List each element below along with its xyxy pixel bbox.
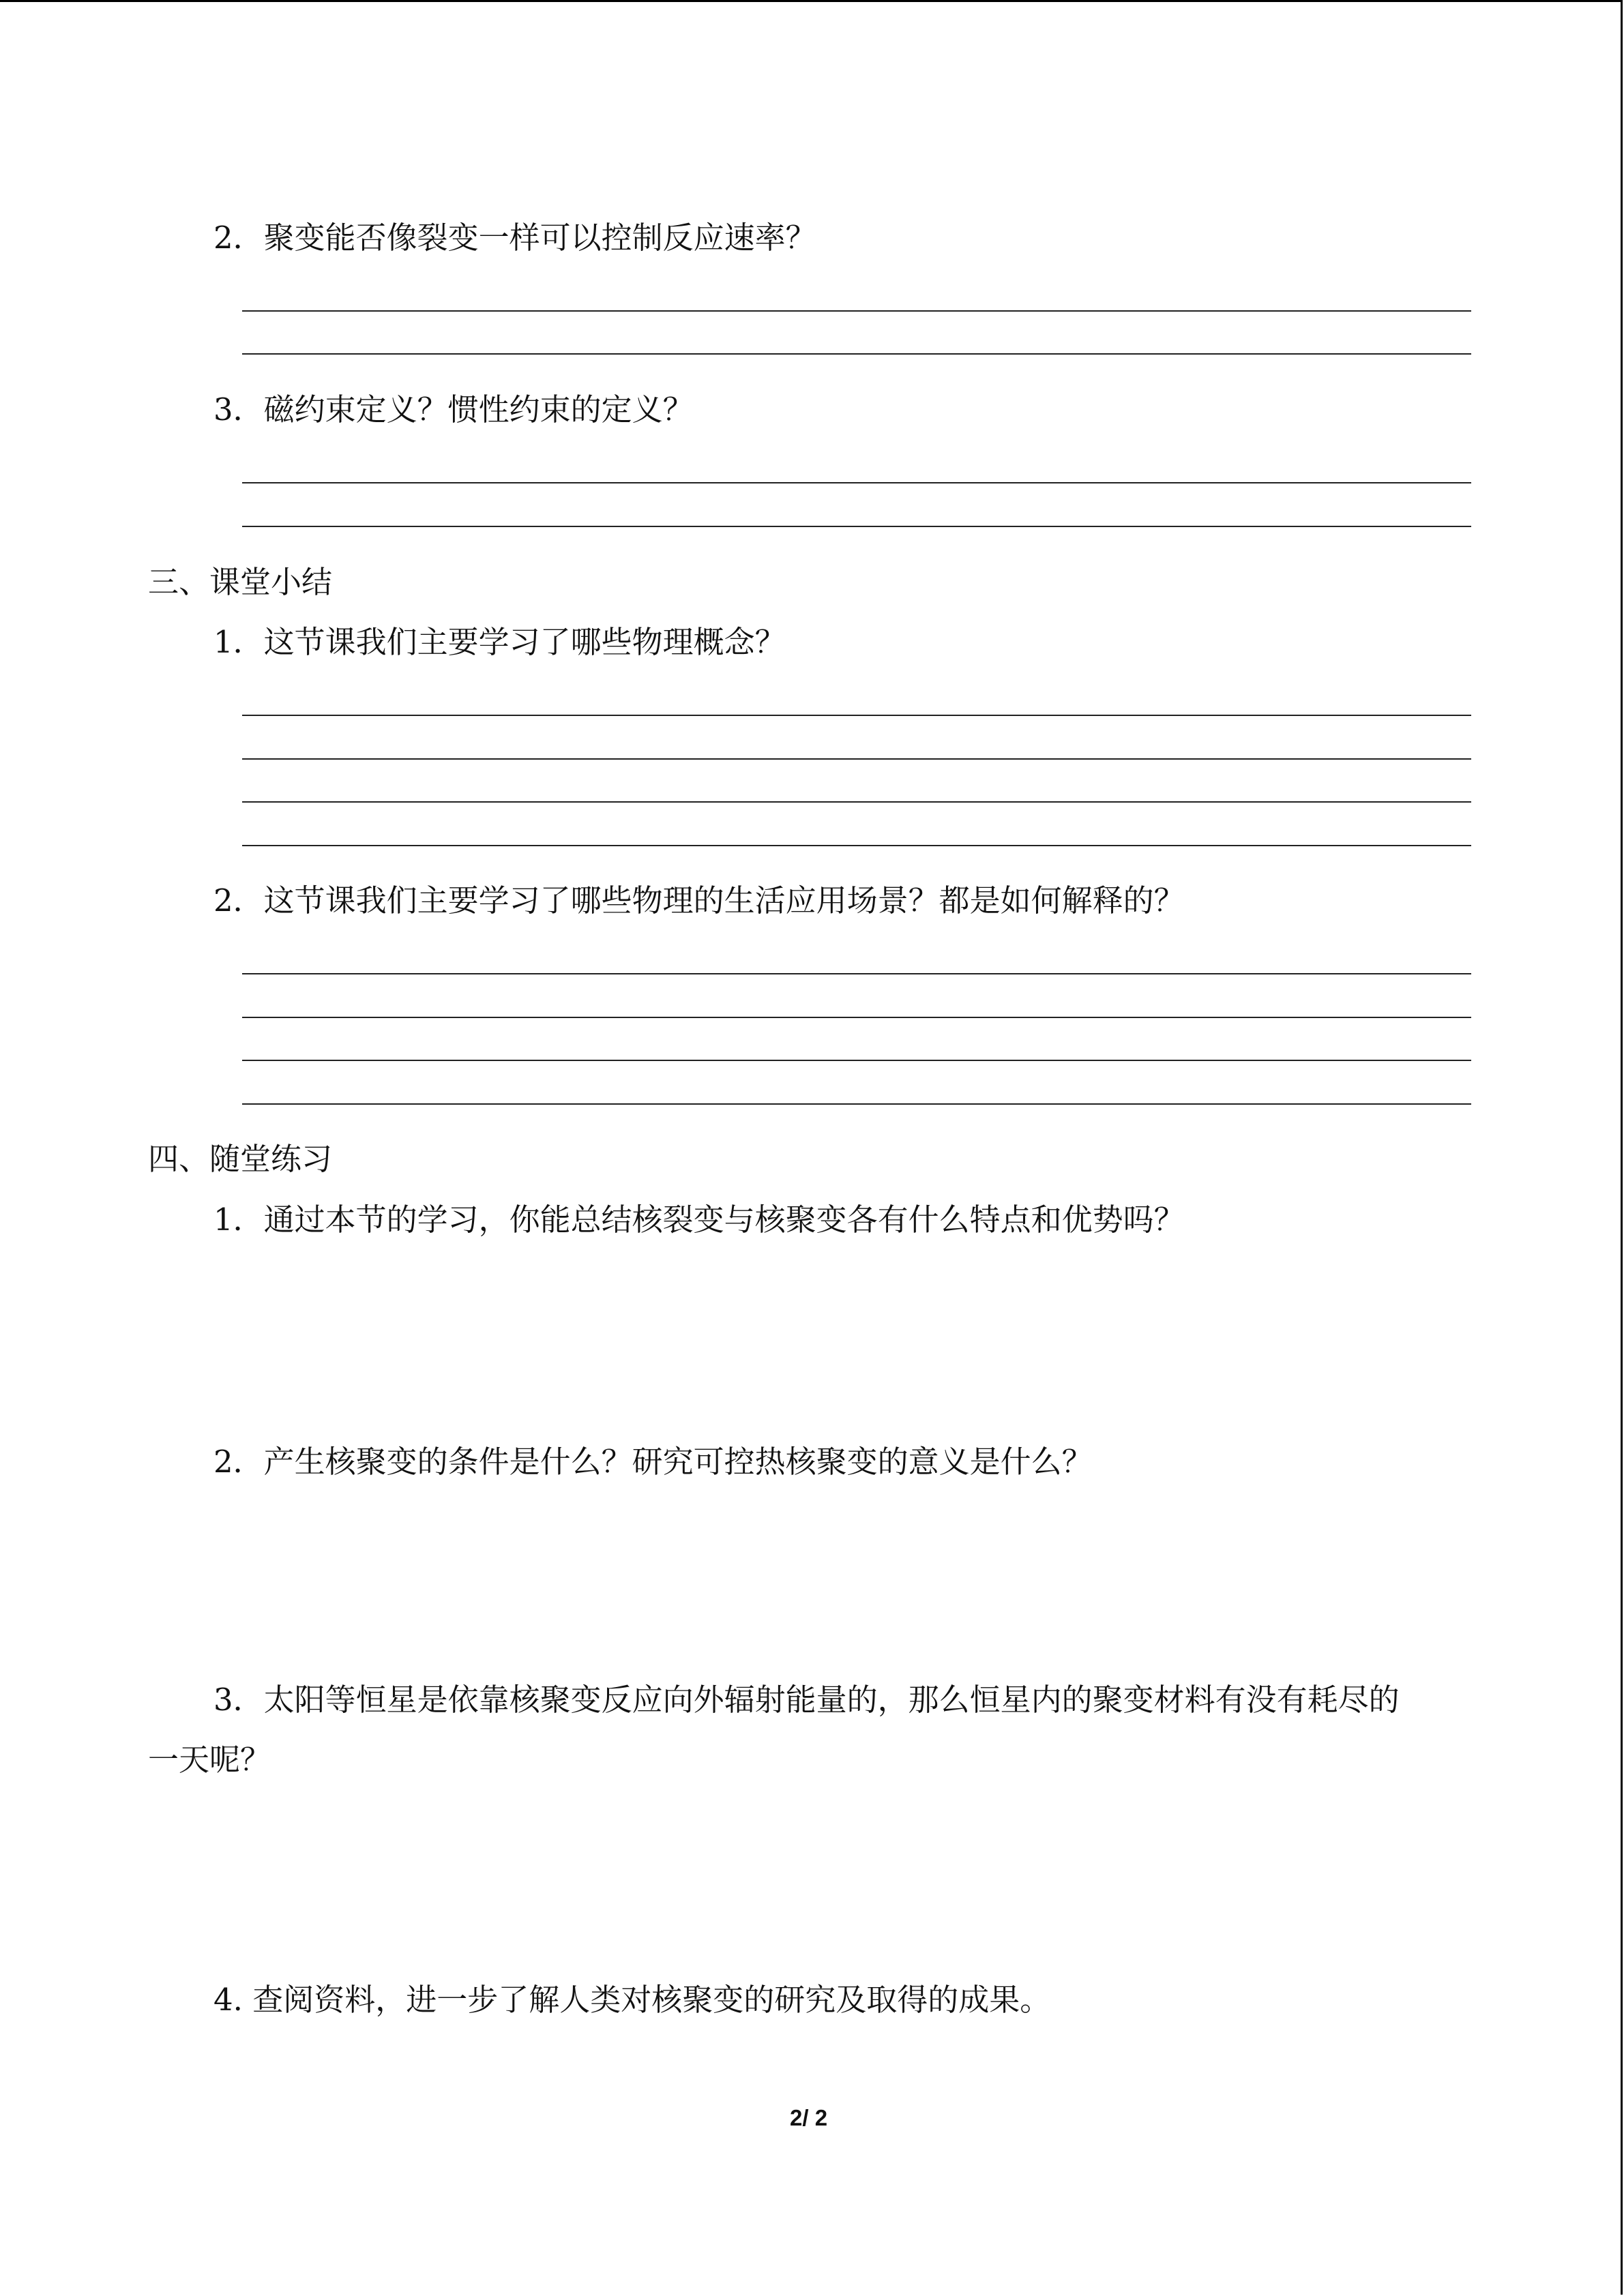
question-4-1: 1．通过本节的学习，你能总结核裂变与核聚变各有什么特点和优势吗？ bbox=[213, 1202, 1185, 1238]
answer-line bbox=[242, 845, 1471, 846]
answer-line bbox=[242, 1017, 1471, 1018]
answer-line bbox=[242, 801, 1471, 803]
answer-line bbox=[242, 482, 1471, 483]
question-4-2: 2．产生核聚变的条件是什么？研究可控热核聚变的意义是什么？ bbox=[213, 1444, 1093, 1480]
answer-line bbox=[242, 526, 1471, 527]
section-4-heading: 四、随堂练习 bbox=[148, 1141, 333, 1177]
question-3-2: 2．这节课我们主要学习了哪些物理的生活应用场景？都是如何解释的？ bbox=[213, 882, 1185, 919]
answer-line bbox=[242, 715, 1471, 716]
section-3-heading: 三、课堂小结 bbox=[148, 564, 333, 600]
answer-line bbox=[242, 310, 1471, 312]
question-4-3-line1: 3．太阳等恒星是依靠核聚变反应向外辐射能量的，那么恒星内的聚变材料有没有耗尽的 bbox=[213, 1682, 1400, 1718]
answer-line bbox=[242, 353, 1471, 355]
answer-line bbox=[242, 758, 1471, 760]
page-number: 2/ 2 bbox=[790, 2105, 828, 2130]
question-3-1: 1．这节课我们主要学习了哪些物理概念？ bbox=[213, 624, 786, 660]
question-2-2: 2．聚变能否像裂变一样可以控制反应速率？ bbox=[213, 220, 816, 256]
question-4-4: 4. 查阅资料，进一步了解人类对核聚变的研究及取得的成果。 bbox=[213, 1982, 1051, 2018]
question-4-3-line2: 一天呢？ bbox=[148, 1742, 271, 1778]
answer-line bbox=[242, 1103, 1471, 1105]
question-2-3: 3．磁约束定义？惯性约束的定义？ bbox=[213, 391, 694, 428]
answer-line bbox=[242, 1060, 1471, 1061]
answer-line bbox=[242, 973, 1471, 974]
